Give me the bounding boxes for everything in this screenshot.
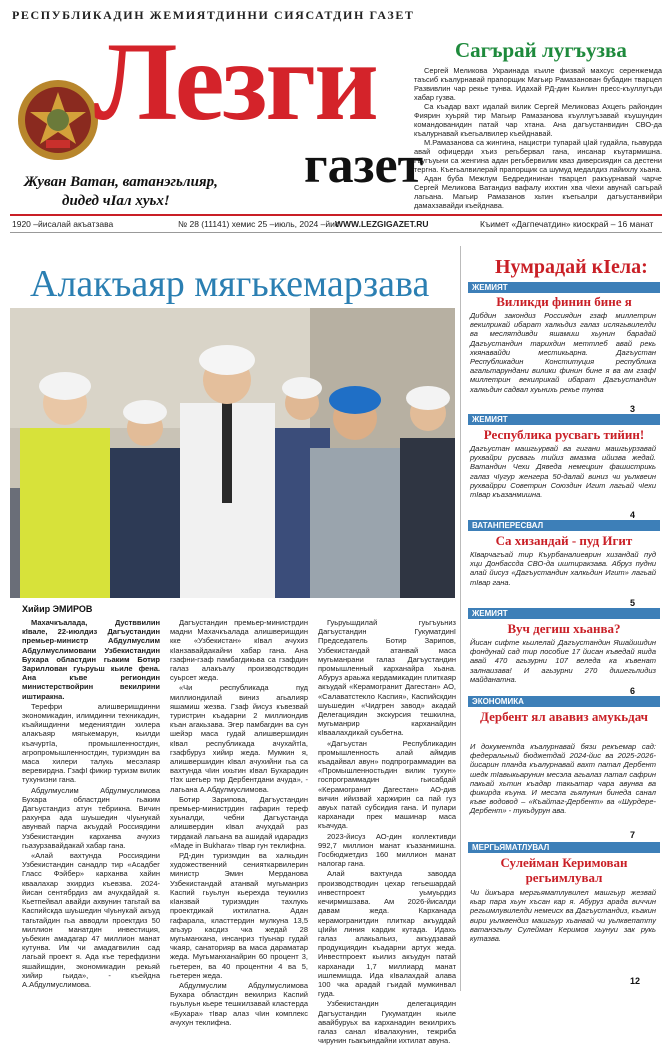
section-label: ВАТАНПЕРЕСВАЛ <box>468 520 660 531</box>
section-title[interactable]: Сулейман Керимован регьимлувал <box>500 855 628 885</box>
section-page-ref: 4 <box>630 510 636 520</box>
article-paragraph: Абдулмуслим Абдулмуслимова Бухара областдин гьаким Дагъустандиз атун тебрикна. Вичин рахунра ада шуьшедин чIуьнукай авунвай парча акъудай Россиядини Узбекистандин карханва ачухиз гьазурзавайдакай хабар гана. <box>22 785 160 850</box>
section-label: ЖЕМИЯТ <box>468 414 660 425</box>
price-info: Къимет «Дагпечатдин» киоскрай – 16 манат <box>480 219 654 229</box>
founding-year: 1920 –йисалай акъатзава <box>12 219 114 229</box>
section-summary: Дибдин закондиз Россиядин гзаф миллетрин векилрикай ибарат халкьдиз галаз ислягьвилелди ва меслятдивди яшамиш хьунин барадай Дагъустандин тарихдин меттлеб авай рекь хкянавайди местикьарна. Дагъустан Республикадин Конституция республика агальтарундани вилики финин бине я ва ам гзафI миллетрин векилрикай ибарат Дагъустандин халкьдин садвал хуьнихь рекье тунва <box>470 311 656 394</box>
sagrai-paragraph: Сергей Меликова Украинада къиле физвай махсус серенжемда таъсиб къалурнавай прапорщик Магьир Рамазанован бубадин тварцел Развивлин чар рекье тунва. Идахай РД-дин Кьилин пресс-къуллугъди хабар гузва. <box>414 66 662 102</box>
article-paragraph: Алай вахтунда заводда производстводин цехар гегьешардай инвестпроект уьмуьрдиз кечирмишзава. Ам 2026-йисалди давам жеда. Карханада керамогранитдин плиткар акъуддай цIийи линия кардик кутада. Идахь галаз алакьальиз, акъудзавай продукциядин къадарни артух жеда. Инвестпроект кьилиз акъудун патай карханади 1,7 миллиард манат ишлемишда. Ида кIвалахдай алава 100 чка арадай гъидай мумкинвал гуда. <box>318 869 456 999</box>
article-column-3 <box>318 618 456 1046</box>
republic-line: РЕСПУБЛИКАДИН ЖЕМИЯТДИННИ СИЯСАТДИН ГАЗЕТ <box>12 8 415 22</box>
section-title[interactable]: Са хизандай - пуд Игит <box>495 533 633 548</box>
article-paragraph: Узбекистандин делегациядин Дагъустандин Гукуматдин кьиле авайбуруьх ва карханадин векилрихъ галаз санал кIвалахунин, тежриба чирунин гьакъиндайни ихтилат авуна. <box>318 999 456 1046</box>
section-summary: Йисан сифте кьилелай Дагъустандин Яшайишдин фондунай сад тир пособие 17 йисан къведай яшда авай 470 агьзурни 107 веледа ка къвенат залнаизава! И агьзурни 270 дишегьлидиз майданатна. <box>470 638 656 684</box>
section-summary: Чи йикъара мергьяматлувилел машгьур жезвай кьар пара хьун хъсан кар я. Абуруз арада виччин регьимлувилелди немеисх ва Дагъустандиз, къакин вири уьлквендиз машгьур хьанвай чи уьлквепатту ватанэгьлу Сулейман Керимов хьунуи зак рукь кутазва. <box>470 888 656 944</box>
article-lead: Махачкъалада, Дустввилин кIвале, 22-июлдиз Дагъустандин премьер-министр Абдулмуслим Абдулмуслимовани Узбекистандин Бухара областдин гьаким Ботир Зариллован гуьруьш кьиле фена. Ана къве региондин министерствойрин векилрини иштиракна. <box>22 618 160 701</box>
article-paragraph: Терефри алишверишдинни экономикадин, илимдинни техникадин, къайишдинни медениятдин хилера алакъаяр мягькемарун, кьилди къачуртIа, промышленностдин, агропромышленностдин, туризмдин ва маса хилери талукь месэлаяр веревирдна. ГзафI фикир туризм вилик тухунизни гана. <box>22 701 160 785</box>
section-label: МЕРГЬЯМАТЛУВАЛ <box>468 842 660 853</box>
section-label: ЖЕМИЯТ <box>468 608 660 619</box>
logo-sub: газет <box>304 137 424 194</box>
main-headline: Алакъаяр мягькемарзава <box>30 263 430 305</box>
issue-number: № 28 (11141) хемис 25 –июль, 2024 –йис <box>178 219 340 229</box>
article-paragraph: РД-дин туризмдин ва халкьдин художественний сенияткарвилерин министр Эмин Мерданова Узбекистандай атанвай мугьманриз Каспий гьуьлун кьерехда теукилиз кIанзвай туризмдин тахлукь проектдикай ихтилатна. Адан гафарала, класттердин мулкуна 13,5 агьзур касдиз чка жедай 28 мугьманхана, инсанриз тIуьнар гудай чкаяр, санаторияр ва маса дараматар жеда. Мугьманханайрин 60 процент 3, гьетерен, ва 40 процентни 4 ва 5, гьетерен жеда. <box>170 851 308 980</box>
article-paragraph: «Алай вахтунда Россиядини Узбекистандин санадлр тир «Асадбег Гласс Фэйбер» карханва хайин кваалахар эхирдиз къевзва. 2024-йисан сентябрдиз ам ачухдайдай я. Кьетпейвал авайди ахвунин тагьтай ва Каспийскда шуьшедин чIуьнукай акъуд тагьтайдин гьа авводли проектдиз 50 миллион манатдин инвестиция, уьбекин амадагар 47 миллион манат кутунва. Им чи амадагвилин сад лагьай проект я. Ада къе терефдизни яшайишдин, экономикадин рекьяй хийир гьида», - къейдна А.Абдулмуслимова. <box>22 851 160 989</box>
sidebar-divider <box>460 246 461 991</box>
section-label: ЖЕМИЯТ <box>468 282 660 293</box>
order-emblem-icon <box>16 78 100 162</box>
sagrai-body <box>414 66 662 210</box>
section-title[interactable]: Виликди финин бине я <box>496 294 632 309</box>
slogan-line-2: дидед чIал хуьх! <box>62 193 170 209</box>
section-page-ref: 3 <box>630 404 636 414</box>
section-page-ref: 12 <box>630 976 641 986</box>
section-label: ЭКОНОМИКА <box>468 696 660 707</box>
sagrai-paragraph: Адан буба Межлум Бедредининан тварцел ракъурнавай чарче Сергей Меликова Ватандиз вафалу иххтин хва чIехи авунай сагърай лагьана. Магьир Рамазанов хьтин къегьалри дагъустанвийри дамахзавайди къейднава. <box>414 174 662 210</box>
article-paragraph: Дагъустандин премьер-министрдин мадни Махачкъалада алишверишдин кке «Узбекистан» кIвал ачухиз кIанзавайдакайни хабар гана. Ана гзафни-гзаф памбагдикьва са гзафдин галаз алакъалу производстводин суьрсет жеда. <box>170 618 308 683</box>
article-paragraph: «Дагъустан Республикадин промышленность алай аймдив къадайвал авун» подпрограммадин ва «Промышленностьдин вилик тухун» госпрограммадин гьисабдай «Керамогранит Дагестан» АО-див вичин ийизвай харжирин са пай гуз авуьх патай субсидия гана. И пулари карханади прек машинар маса къачуда. <box>318 738 456 831</box>
section-summary: КIварчагъай тир Къурбаналиеврин хизандай пуд хци Донбассда СВО-да иштиракзава. Абруз пудни алай йисуз «Дагъустандин халкьдин Игит» лагьай тIвар гана. <box>470 550 656 587</box>
section-summary: Дагъустан машгьурвай ва гигани машгьурзавай рухвайри русвагь тийиз амазма ийизва жедай. Ватандин Чехи Дяведа немецрин фашистрикь галаз чIугур женгера 50-далай виниз чи уьлквеин рухвайрри Советрин Союздин Игит лагьай чIехи тIвар къазанмишна. <box>470 444 656 500</box>
section-title[interactable]: Республика русвагь тийин! <box>483 427 645 442</box>
photo-officials-hardhats <box>10 308 455 598</box>
logo-main: Лезги <box>94 20 377 144</box>
slogan-line-1: Жуван Ватан, ватанэгьлияр, <box>24 174 218 190</box>
sagrai-paragraph: М.Рамазанова са жингина, нацистри тупарай цIай гудайла, гьавурда авай офицерди хъиз регьбервал гана, инсанар къутармишна. Гьугъуьни са женгина адан регьбервилик кваз диверсиядин са дестени тергна. Къегьалвилерай прапорщик са шумуд медалдиз лайихлу хьана. <box>414 138 662 174</box>
section-page-ref: 7 <box>630 830 636 840</box>
article-column-2 <box>170 618 308 1028</box>
article-paragraph: «Чи республикада пуд миллиондилай виниз агьалияр яшамиш жезва. Гзаф йисуз къвезвай туристрин къадарни 2 миллиондив къан агакьзава. Эгер памбагдин ва сун шейэр маса гудай алишвершидин кIвал республикада ачухайтIа, гзафбуруз хийир жеда. Мумкин я, алишвершидин кIвал ачухийни гьа са вахтунда чIин ихьтин кIвал Бухарадин тIэх шегьер тир Дербентдани ачуда», - лагьана А.Абдулмуслимова. <box>170 683 308 794</box>
article-column-1 <box>22 618 160 990</box>
website-link[interactable]: WWW.LEZGIGAZET.RU <box>335 219 429 229</box>
section-page-ref: 6 <box>630 686 636 696</box>
info-bar-top-rule <box>10 214 662 216</box>
article-paragraph: Ботир Зарипова, Дагъустандин премьер-министрдин гафарин тереф хуьналди, чебни Дагъустанда алишвердин кIвал ачухдай раз тирдакай лагьана ва ашидай идарадиз «Мадe in Bukhara» тIвар гун теклифна. <box>170 794 308 850</box>
info-bar-bottom-rule <box>10 232 662 233</box>
article-paragraph: Абдулмуслим Абдулмуслимова Бухара областдин векилриз Каспий гьуьлуьн кьере тешкилзавай кластерда «Бухара» тIвар алаз чIин комплекс ачухун теклифна. <box>170 980 308 1027</box>
section-title[interactable]: Вуч дегиш хьанва? <box>507 621 621 636</box>
article-paragraph: Гуьруьшдилай гуьгъуьниз Дагъустандин ГукуматдинI Председатель Ботир Зарипов, Узбекистандай атанвай маса мугьманрани галаз Дагъустандин промышленный карханайра хьана. Абуруз араьжа кердамикадин плиткаяр акъудай «Керамогранит Дагестан» АО, «Салаватстекло Каспия», Каспийскдин шуьшедин «Чидгрен завод» акадай Делегациядин экскурсия тешкилна, мугьманрир карханайдин кIваалахдикай суьбетна. <box>318 618 456 738</box>
section-summary: И документда къалурнавай бязи рекъемар сад: федеральный бюджетдай 2024-йис ва 2025-2026-йисарин планда къалурнавай вахт патал Дербент шедк тIавыкьарунин месэла агьалаз патал сафрин пакьай хьтин къадар такьатар чара авунва ва фикирда къуна. И месэла гьялунин бинеда санал къве водовод – «Къайтаг-Дербент» ва «Шурдере-Дербент» - тукьдурун ава. <box>470 742 656 816</box>
article-paragraph: 2023-йисуз АО-дин коллективди 992,7 миллион манат къазанмишна. Госбюджетдиз 160 миллион манат налогар гана. <box>318 831 456 869</box>
sagrai-paragraph: Са къадар вахт идалай вилик Сергей Меликоваз Ахцегь райондин Фиярин хуьряй тир Магьир Рамазанова къуллугъзавай къушундин командованидин патай чар хтана. Ана дагъустанвидин СВО-да къалурнавай къегьалвилер къейднавай. <box>414 102 662 138</box>
section-title[interactable]: Дербент ял ававиз амукьдач <box>479 709 649 724</box>
sidebar-title: Нумрадай кIела: <box>495 256 648 278</box>
section-page-ref: 5 <box>630 598 636 608</box>
byline: Хийир ЭМИРОВ <box>22 604 93 614</box>
sagrai-title: Сагърай лугъузва <box>455 38 627 62</box>
